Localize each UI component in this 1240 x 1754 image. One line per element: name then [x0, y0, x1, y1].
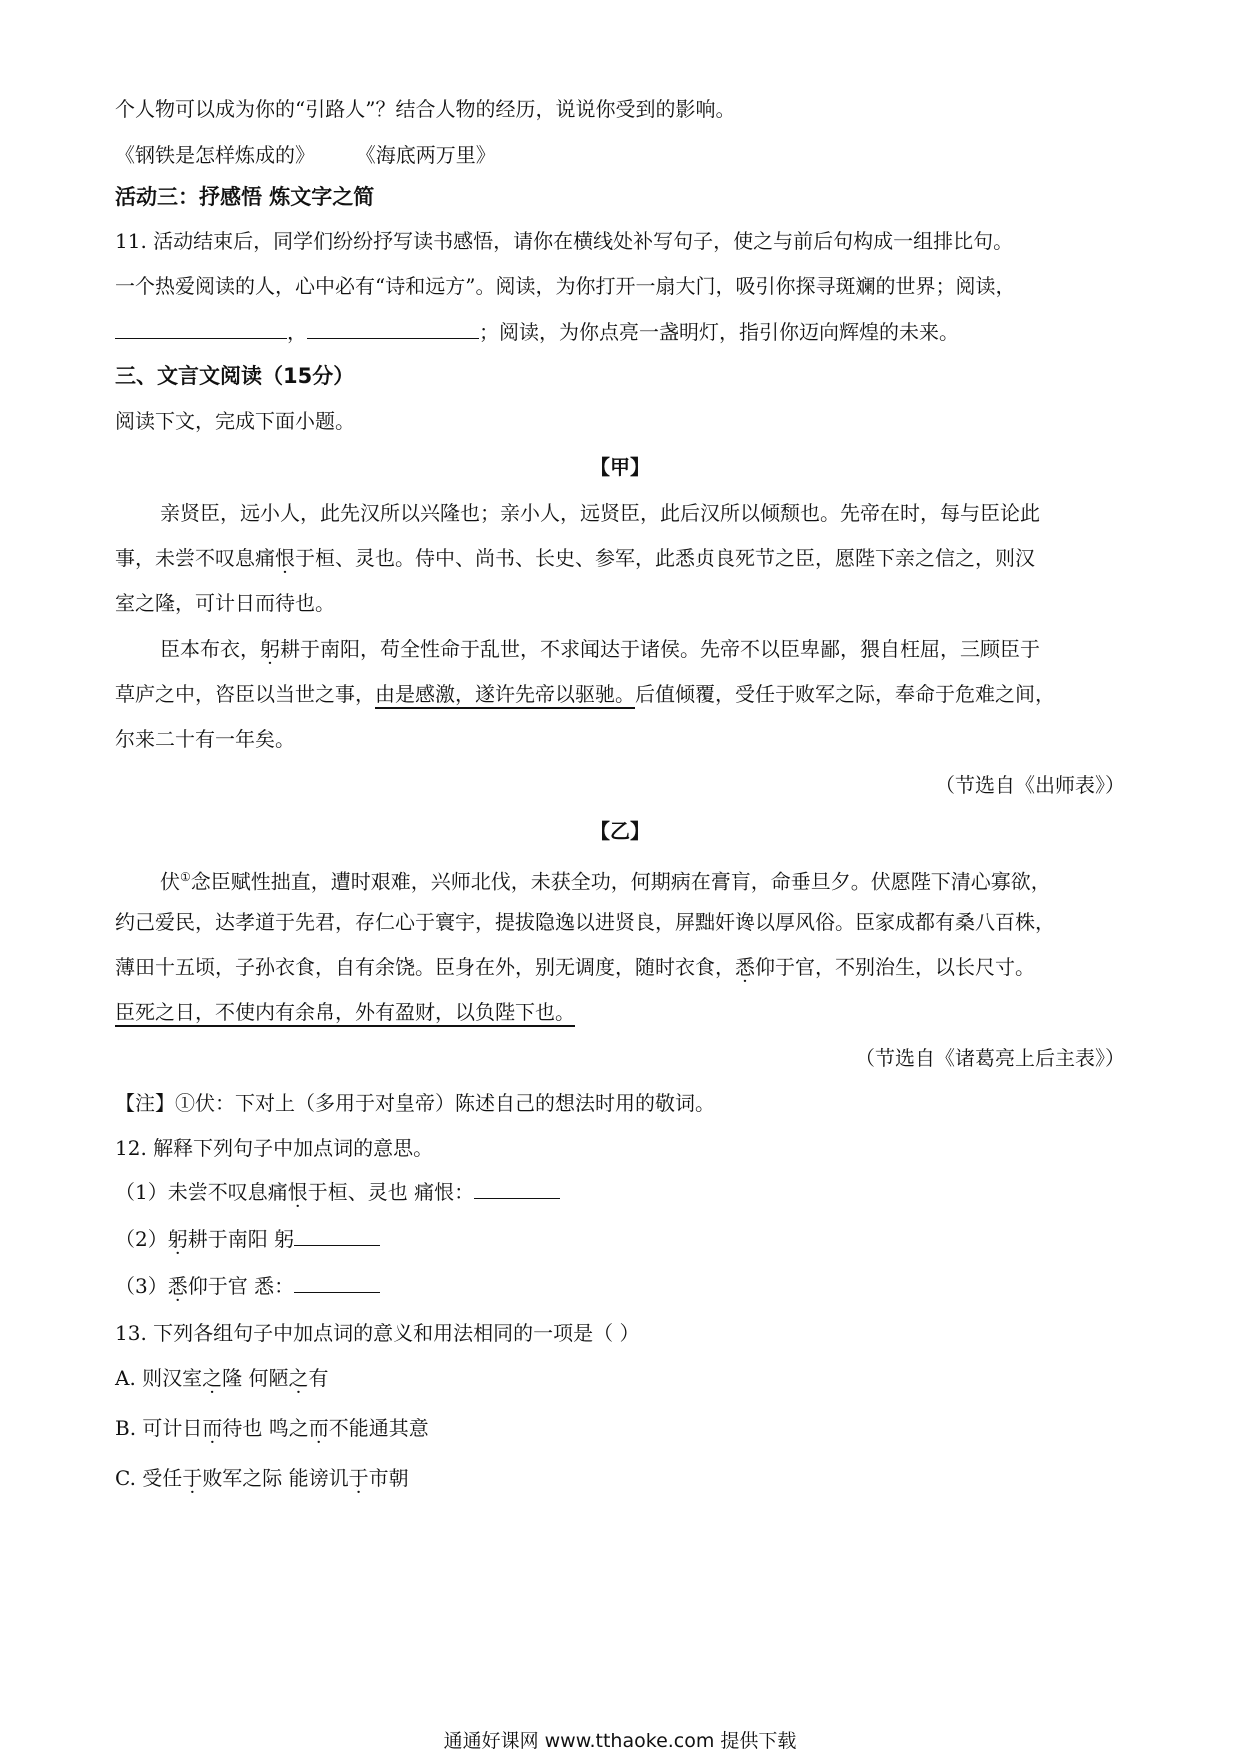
answer-blank[interactable] — [474, 1178, 560, 1199]
passage-a-label: 【甲】 — [590, 455, 650, 479]
dotted-word: 于 — [348, 1466, 369, 1490]
q11-answer-line — [115, 318, 959, 345]
book-title: 《海底两万里》 — [355, 143, 496, 167]
intro-line: 个人物可以成为你的“引路人”？结合人物的经历，说说你受到的影响。 — [115, 97, 736, 121]
q11-stem: 11. 活动结束后，同学们纷纷抒写读书感悟，请你在横线处补写句子，使之与前后句构成一组排比句。 — [115, 229, 1014, 253]
answer-blank[interactable] — [294, 1272, 380, 1293]
answer-blank[interactable] — [294, 1225, 380, 1246]
section3-instruction: 阅读下文，完成下面小题。 — [115, 409, 355, 433]
underlined-sentence: 臣死之日，不使内有余帛，外有盈财，以负陛下也。 — [115, 1000, 575, 1024]
book-title: 《钢铁是怎样炼成的》 — [115, 143, 315, 167]
passage-a-line: 室之隆，可计日而待也。 — [115, 591, 335, 615]
dotted-word: 之 — [202, 1366, 223, 1390]
dotted-word: 而 — [202, 1416, 223, 1440]
passage-b-label: 【乙】 — [590, 819, 650, 843]
passage-b-source: （节选自《诸葛亮上后主表》） — [855, 1046, 1125, 1070]
passage-a-line: 臣本布衣，躬耕于南阳，苟全性命于乱世，不求闻达于诸侯。先帝不以臣卑鄙，猥自枉屈，三顾臣于 — [160, 637, 1040, 661]
dotted-word: 恨 — [287, 1180, 308, 1204]
q13-option-a[interactable]: A. 则汉室之隆 何陋之有 — [115, 1366, 329, 1390]
passage-a-line: 草庐之中，咨臣以当世之事，由是感激，遂许先帝以驱驰。后值倾覆，受任于败军之际，奉命于危难之间， — [115, 682, 1055, 706]
q13-option-c[interactable]: C. 受任于败军之际 能谤讥于市朝 — [115, 1466, 409, 1490]
answer-blank[interactable] — [115, 318, 287, 339]
dotted-word: 恨 — [275, 546, 295, 570]
page-footer: 通通好课网 www.tthaoke.com 提供下载 — [443, 1730, 797, 1752]
dotted-word: 于 — [182, 1466, 203, 1490]
passage-a-line: 尔来二十有一年矣。 — [115, 727, 295, 751]
q12-item: （2）躬耕于南阳 躬 — [115, 1225, 380, 1252]
q13-option-b[interactable]: B. 可计日而待也 鸣之而不能通其意 — [115, 1416, 429, 1440]
passage-b-line — [115, 999, 575, 1025]
footnote: 【注】①伏：下对上（多用于对皇帝）陈述自己的想法时用的敬词。 — [115, 1091, 715, 1115]
q11-text: 一个热爱阅读的人，心中必有“诗和远方”。阅读，为你打开一扇大门，吸引你探寻斑斓的世界；阅读， — [115, 274, 1016, 298]
underlined-sentence: 由是感激，遂许先帝以驱驰。 — [375, 682, 635, 706]
separator: ， — [287, 320, 307, 344]
section3-title: 三、文言文阅读（15分） — [115, 364, 355, 388]
dotted-word: 而 — [308, 1416, 329, 1440]
passage-a-source: （节选自《出师表》） — [935, 773, 1125, 797]
q12-item: （1）未尝不叹息痛恨于桓、灵也 痛恨： — [115, 1178, 560, 1205]
answer-blank[interactable] — [307, 318, 479, 339]
book-list — [115, 142, 496, 168]
passage-a-line: 事，未尝不叹息痛恨于桓、灵也。侍中、尚书、长史、参军，此悉贞良死节之臣，愿陛下亲之信之，则汉 — [115, 546, 1035, 570]
q12-item: （3）悉仰于官 悉： — [115, 1272, 380, 1299]
dotted-word: 躬 — [167, 1227, 188, 1251]
dotted-word: 悉 — [735, 955, 755, 979]
passage-b-line: 约己爱民，达孝道于先君，存仁心于寰宇，提拔隐逸以进贤良，屏黜奸谗以厚风俗。臣家成都有桑八百株， — [115, 910, 1055, 934]
passage-b-line: 薄田十五顷，子孙衣食，自有余饶。臣身在外，别无调度，随时衣食，悉仰于官，不别治生，以长尺寸。 — [115, 955, 1035, 979]
passage-a-line: 亲贤臣，远小人，此先汉所以兴隆也；亲小人，远贤臣，此后汉所以倾颓也。先帝在时，每与臣论此 — [160, 501, 1040, 525]
activity3-title: 活动三：抒感悟 炼文字之简 — [115, 185, 375, 209]
dotted-word: 悉 — [167, 1274, 188, 1298]
dotted-word: 躬 — [260, 637, 280, 661]
q12-stem: 12. 解释下列句子中加点词的意思。 — [115, 1136, 434, 1160]
q13-stem: 13. 下列各组句子中加点词的意义和用法相同的一项是（ ） — [115, 1321, 640, 1345]
passage-b-line: 伏①念臣赋性拙直，遭时艰难，兴师北伐，未获全功，何期病在膏肓，命垂旦夕。伏愿陛下清心寡欲， — [160, 869, 1051, 894]
dotted-word: 之 — [288, 1366, 309, 1390]
footnote-mark: ① — [180, 870, 191, 884]
q11-text-tail: ；阅读，为你点亮一盏明灯，指引你迈向辉煌的未来。 — [479, 320, 959, 344]
